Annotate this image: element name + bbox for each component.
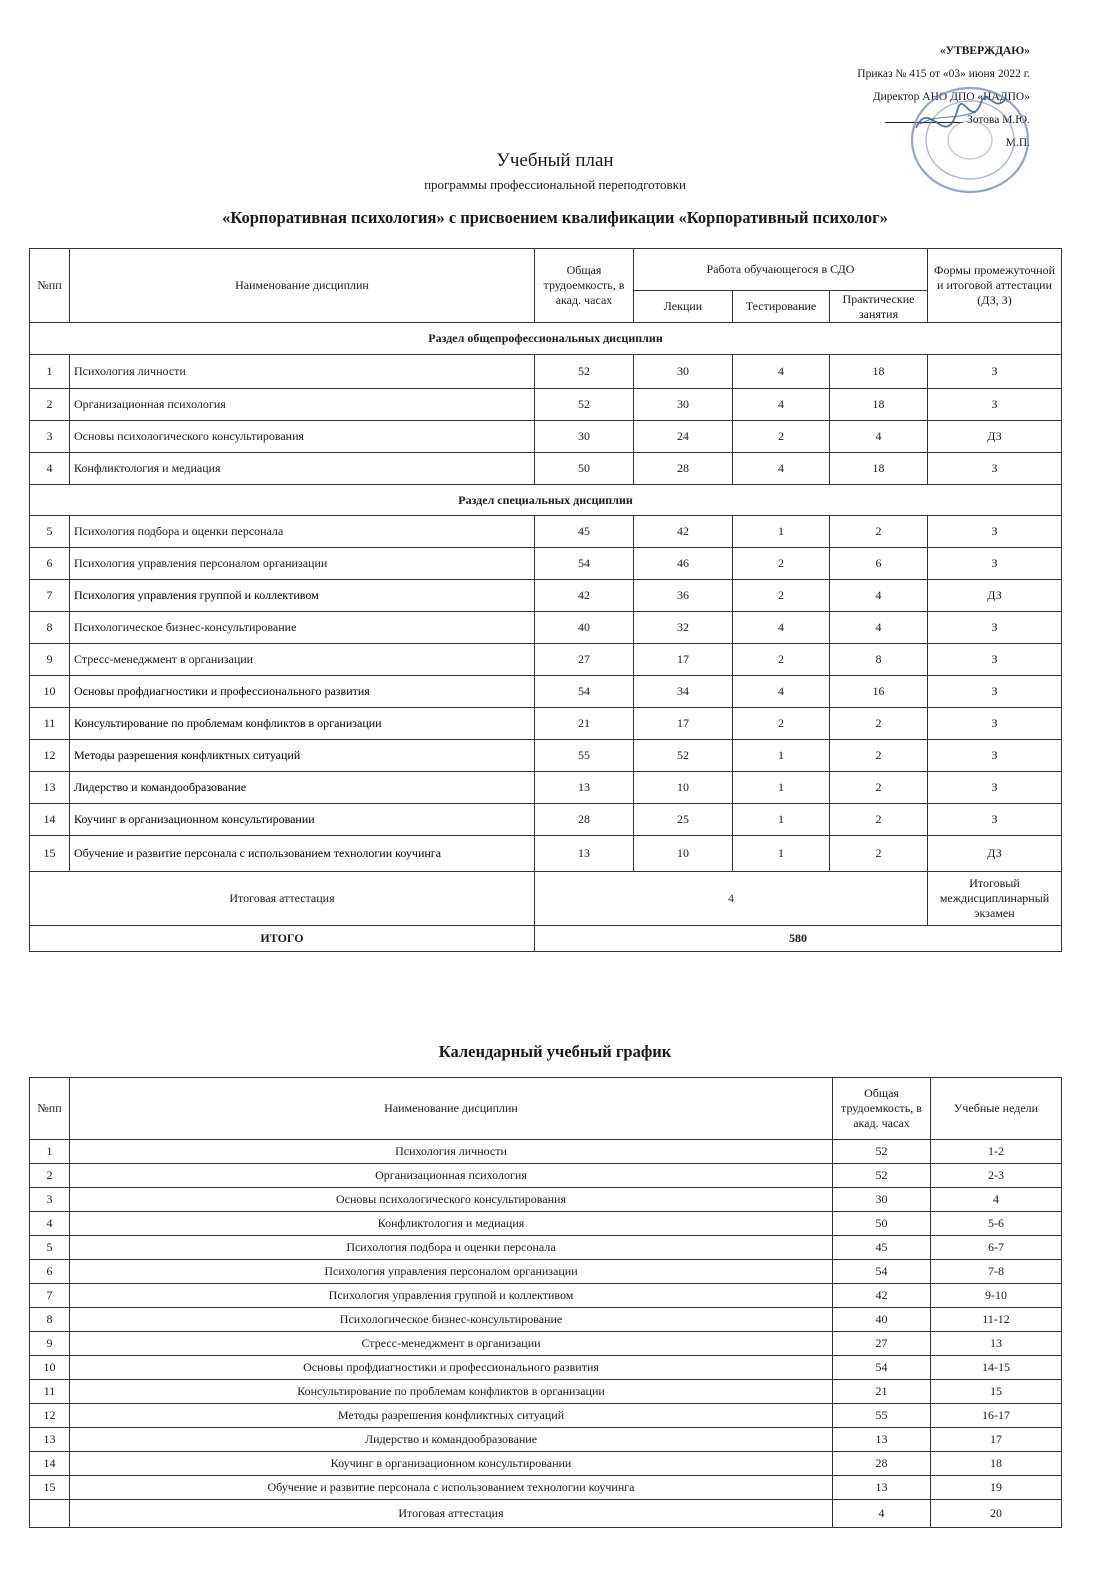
row-name: Обучение и развитие персонала с использованием технологии коучинга	[70, 836, 535, 872]
row-total: 52	[535, 389, 634, 421]
row-form: З	[928, 708, 1062, 740]
row-lectures: 25	[634, 804, 733, 836]
row-practice: 4	[830, 580, 928, 612]
calendar-table	[29, 1077, 1062, 1528]
cal-row-weeks: 1-2	[931, 1140, 1062, 1164]
cal-row-weeks: 16-17	[931, 1404, 1062, 1428]
plan-title: Учебный план	[496, 150, 614, 171]
row-total: 40	[535, 612, 634, 644]
cal-row-total: 28	[833, 1452, 931, 1476]
cal-row-num: 10	[30, 1356, 70, 1380]
cal-row-num	[30, 1500, 70, 1528]
row-num: 10	[30, 676, 70, 708]
table-row	[30, 421, 1062, 453]
table-row	[30, 676, 1062, 708]
row-testing: 4	[733, 355, 830, 389]
cal-row-weeks: 20	[931, 1500, 1062, 1528]
row-lectures: 30	[634, 389, 733, 421]
row-lectures: 52	[634, 740, 733, 772]
row-num: 6	[30, 548, 70, 580]
row-total: 27	[535, 644, 634, 676]
cal-row-weeks: 4	[931, 1188, 1062, 1212]
total-label: ИТОГО	[30, 926, 535, 952]
row-num: 12	[30, 740, 70, 772]
row-num: 7	[30, 580, 70, 612]
cal-row-total: 55	[833, 1404, 931, 1428]
row-name: Лидерство и командообразование	[70, 772, 535, 804]
row-name: Организационная психология	[70, 389, 535, 421]
final-exam-form: Итоговый междисциплинарный экзамен	[928, 872, 1062, 926]
row-lectures: 17	[634, 708, 733, 740]
row-num: 1	[30, 355, 70, 389]
row-name: Психология личности	[70, 355, 535, 389]
row-num: 4	[30, 453, 70, 485]
cal-row-name: Психология управления группой и коллективом	[70, 1284, 833, 1308]
table-row	[30, 548, 1062, 580]
row-total: 30	[535, 421, 634, 453]
table-row	[30, 580, 1062, 612]
row-practice: 16	[830, 676, 928, 708]
cal-row-name: Итоговая аттестация	[70, 1500, 833, 1528]
section-special: Раздел специальных дисциплин	[30, 485, 1062, 516]
cal-row-total: 21	[833, 1380, 931, 1404]
header-work: Работа обучающегося в СДО	[634, 249, 928, 291]
row-name: Психология управления персоналом организации	[70, 548, 535, 580]
row-num: 14	[30, 804, 70, 836]
row-lectures: 36	[634, 580, 733, 612]
cal-row-name: Организационная психология	[70, 1164, 833, 1188]
header-lectures: Лекции	[634, 291, 733, 323]
section-general: Раздел общепрофессиональных дисциплин	[30, 323, 1062, 355]
row-total: 21	[535, 708, 634, 740]
cal-header-total: Общая трудоемкость, в акад. часах	[833, 1078, 931, 1140]
cal-row-weeks: 9-10	[931, 1284, 1062, 1308]
approval-mp: М.П.	[1005, 137, 1030, 149]
cal-header-num: №пп	[30, 1078, 70, 1140]
row-practice: 8	[830, 644, 928, 676]
cal-row-total: 27	[833, 1332, 931, 1356]
cal-row-total: 40	[833, 1308, 931, 1332]
table-row	[30, 1236, 1062, 1260]
cal-header-weeks: Учебные недели	[931, 1078, 1062, 1140]
row-total: 13	[535, 836, 634, 872]
row-lectures: 32	[634, 612, 733, 644]
row-total: 54	[535, 676, 634, 708]
table-row	[30, 1380, 1062, 1404]
table-row	[30, 644, 1062, 676]
table-row	[30, 516, 1062, 548]
table-row	[30, 1260, 1062, 1284]
cal-row-name: Лидерство и командообразование	[70, 1428, 833, 1452]
row-form: З	[928, 516, 1062, 548]
cal-row-name: Консультирование по проблемам конфликтов в организации	[70, 1380, 833, 1404]
cal-row-num: 4	[30, 1212, 70, 1236]
cal-row-num: 2	[30, 1164, 70, 1188]
row-testing: 2	[733, 580, 830, 612]
row-total: 54	[535, 548, 634, 580]
table-row	[30, 1284, 1062, 1308]
row-practice: 18	[830, 389, 928, 421]
plan-subtitle: программы профессиональной переподготовки	[424, 177, 686, 192]
cal-row-weeks: 14-15	[931, 1356, 1062, 1380]
approval-order: Приказ № 415 от «03» июня 2022 г.	[857, 68, 1030, 80]
cal-row-total: 42	[833, 1284, 931, 1308]
cal-row-name: Конфликтология и медиация	[70, 1212, 833, 1236]
row-practice: 2	[830, 772, 928, 804]
row-name: Психология управления группой и коллективом	[70, 580, 535, 612]
row-lectures: 24	[634, 421, 733, 453]
row-name: Коучинг в организационном консультировании	[70, 804, 535, 836]
table-row	[30, 1428, 1062, 1452]
row-testing: 1	[733, 772, 830, 804]
table-row	[30, 612, 1062, 644]
table-row	[30, 1332, 1062, 1356]
cal-row-weeks: 7-8	[931, 1260, 1062, 1284]
cal-row-name: Коучинг в организационном консультировании	[70, 1452, 833, 1476]
curriculum-table	[29, 248, 1062, 952]
cal-row-total: 45	[833, 1236, 931, 1260]
header-total: Общая трудоемкость, в акад. часах	[535, 249, 634, 323]
row-testing: 1	[733, 740, 830, 772]
row-lectures: 42	[634, 516, 733, 548]
row-form: З	[928, 548, 1062, 580]
row-practice: 4	[830, 421, 928, 453]
row-testing: 1	[733, 804, 830, 836]
header-practice: Практические занятия	[830, 291, 928, 323]
row-practice: 2	[830, 740, 928, 772]
row-form: З	[928, 453, 1062, 485]
row-testing: 4	[733, 612, 830, 644]
cal-row-num: 14	[30, 1452, 70, 1476]
row-form: З	[928, 355, 1062, 389]
row-lectures: 46	[634, 548, 733, 580]
row-testing: 1	[733, 836, 830, 872]
row-num: 13	[30, 772, 70, 804]
cal-row-total: 52	[833, 1140, 931, 1164]
header-num: №пп	[30, 249, 70, 323]
row-lectures: 17	[634, 644, 733, 676]
cal-row-weeks: 18	[931, 1452, 1062, 1476]
cal-row-name: Основы профдиагностики и профессионального развития	[70, 1356, 833, 1380]
row-num: 8	[30, 612, 70, 644]
row-form: ДЗ	[928, 836, 1062, 872]
cal-row-name: Основы психологического консультирования	[70, 1188, 833, 1212]
table-row	[30, 355, 1062, 389]
table-row	[30, 1356, 1062, 1380]
row-num: 2	[30, 389, 70, 421]
row-total: 50	[535, 453, 634, 485]
row-form: З	[928, 612, 1062, 644]
cal-row-total: 52	[833, 1164, 931, 1188]
row-testing: 2	[733, 644, 830, 676]
row-testing: 1	[733, 516, 830, 548]
row-testing: 2	[733, 548, 830, 580]
cal-row-total: 54	[833, 1356, 931, 1380]
row-name: Психология подбора и оценки персонала	[70, 516, 535, 548]
cal-row-num: 12	[30, 1404, 70, 1428]
header-name: Наименование дисциплин	[70, 249, 535, 323]
cal-row-num: 15	[30, 1476, 70, 1500]
cal-row-name: Психология личности	[70, 1140, 833, 1164]
table-row	[30, 1500, 1062, 1528]
row-testing: 2	[733, 421, 830, 453]
row-name: Конфликтология и медиация	[70, 453, 535, 485]
calendar-title: Календарный учебный график	[438, 1042, 672, 1061]
table-row	[30, 1452, 1062, 1476]
table-row	[30, 1140, 1062, 1164]
row-practice: 2	[830, 516, 928, 548]
row-num: 9	[30, 644, 70, 676]
table-row	[30, 1188, 1062, 1212]
approval-heading: «УТВЕРЖДАЮ»	[939, 45, 1030, 57]
cal-row-weeks: 11-12	[931, 1308, 1062, 1332]
row-name: Методы разрешения конфликтных ситуаций	[70, 740, 535, 772]
table-row	[30, 740, 1062, 772]
section1-rows	[30, 355, 1062, 485]
cal-row-name: Психология подбора и оценки персонала	[70, 1236, 833, 1260]
row-lectures: 34	[634, 676, 733, 708]
row-total: 52	[535, 355, 634, 389]
row-form: З	[928, 772, 1062, 804]
table-row	[30, 389, 1062, 421]
cal-row-num: 9	[30, 1332, 70, 1356]
cal-row-num: 7	[30, 1284, 70, 1308]
table-row	[30, 708, 1062, 740]
row-total: 45	[535, 516, 634, 548]
cal-row-name: Психологическое бизнес-консультирование	[70, 1308, 833, 1332]
row-total: 13	[535, 772, 634, 804]
row-form: ДЗ	[928, 421, 1062, 453]
section2-rows	[30, 516, 1062, 872]
row-form: З	[928, 389, 1062, 421]
row-name: Консультирование по проблемам конфликтов в организации	[70, 708, 535, 740]
table-row	[30, 804, 1062, 836]
row-form: З	[928, 804, 1062, 836]
cal-row-weeks: 13	[931, 1332, 1062, 1356]
header-testing: Тестирование	[733, 291, 830, 323]
row-lectures: 10	[634, 772, 733, 804]
table-row	[30, 1164, 1062, 1188]
approval-name: Зотова М.Ю.	[966, 114, 1030, 126]
total-value: 580	[535, 926, 1062, 952]
table-row	[30, 1212, 1062, 1236]
program-title: «Корпоративная психология» с присвоением квалификации «Корпоративный психолог»	[222, 208, 888, 227]
cal-row-name: Методы разрешения конфликтных ситуаций	[70, 1404, 833, 1428]
cal-header-name: Наименование дисциплин	[70, 1078, 833, 1140]
cal-row-name: Стресс-менеджмент в организации	[70, 1332, 833, 1356]
row-practice: 6	[830, 548, 928, 580]
row-testing: 4	[733, 676, 830, 708]
row-form: З	[928, 644, 1062, 676]
cal-row-num: 6	[30, 1260, 70, 1284]
approval-director: Директор АНО ДПО «НАДПО»	[872, 91, 1030, 103]
row-name: Стресс-менеджмент в организации	[70, 644, 535, 676]
cal-row-num: 8	[30, 1308, 70, 1332]
row-practice: 18	[830, 355, 928, 389]
cal-row-num: 13	[30, 1428, 70, 1452]
table-row	[30, 772, 1062, 804]
row-lectures: 28	[634, 453, 733, 485]
row-form: ДЗ	[928, 580, 1062, 612]
row-practice: 4	[830, 612, 928, 644]
row-practice: 2	[830, 708, 928, 740]
cal-row-num: 1	[30, 1140, 70, 1164]
row-testing: 4	[733, 389, 830, 421]
cal-row-weeks: 6-7	[931, 1236, 1062, 1260]
table-row	[30, 1476, 1062, 1500]
cal-row-weeks: 5-6	[931, 1212, 1062, 1236]
cal-row-num: 11	[30, 1380, 70, 1404]
table-row	[30, 453, 1062, 485]
row-lectures: 10	[634, 836, 733, 872]
row-name: Основы профдиагностики и профессионального развития	[70, 676, 535, 708]
cal-row-total: 13	[833, 1476, 931, 1500]
row-practice: 2	[830, 836, 928, 872]
table-row	[30, 1308, 1062, 1332]
row-num: 3	[30, 421, 70, 453]
cal-row-weeks: 15	[931, 1380, 1062, 1404]
table-row	[30, 1404, 1062, 1428]
row-total: 55	[535, 740, 634, 772]
row-total: 28	[535, 804, 634, 836]
row-testing: 4	[733, 453, 830, 485]
row-name: Психологическое бизнес-консультирование	[70, 612, 535, 644]
cal-row-name: Психология управления персоналом организации	[70, 1260, 833, 1284]
row-num: 11	[30, 708, 70, 740]
cal-row-num: 3	[30, 1188, 70, 1212]
row-lectures: 30	[634, 355, 733, 389]
row-practice: 2	[830, 804, 928, 836]
row-testing: 2	[733, 708, 830, 740]
row-num: 5	[30, 516, 70, 548]
cal-row-total: 50	[833, 1212, 931, 1236]
cal-row-weeks: 2-3	[931, 1164, 1062, 1188]
cal-row-weeks: 17	[931, 1428, 1062, 1452]
final-exam-label: Итоговая аттестация	[30, 872, 535, 926]
cal-row-total: 54	[833, 1260, 931, 1284]
cal-row-total: 4	[833, 1500, 931, 1528]
row-name: Основы психологического консультирования	[70, 421, 535, 453]
cal-row-weeks: 19	[931, 1476, 1062, 1500]
cal-row-total: 13	[833, 1428, 931, 1452]
row-form: З	[928, 740, 1062, 772]
table-row	[30, 836, 1062, 872]
row-num: 15	[30, 836, 70, 872]
final-exam-hours: 4	[535, 872, 928, 926]
cal-row-num: 5	[30, 1236, 70, 1260]
cal-row-total: 30	[833, 1188, 931, 1212]
cal-row-name: Обучение и развитие персонала с использованием технологии коучинга	[70, 1476, 833, 1500]
row-practice: 18	[830, 453, 928, 485]
header-forms: Формы промежуточной и итоговой аттестации (ДЗ, З)	[928, 249, 1062, 323]
row-total: 42	[535, 580, 634, 612]
row-form: З	[928, 676, 1062, 708]
